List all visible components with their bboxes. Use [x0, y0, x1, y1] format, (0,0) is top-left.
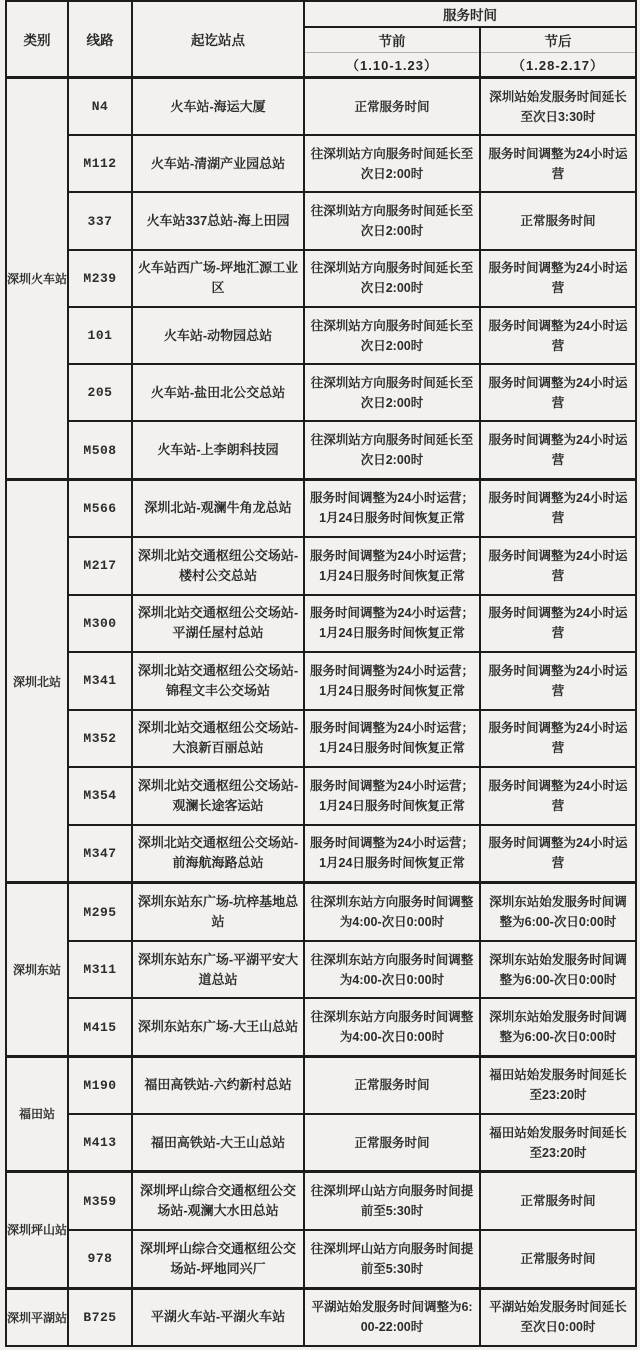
- route-cell: M359: [68, 1172, 132, 1230]
- stations-cell: 火车站-清湖产业园总站: [132, 135, 304, 192]
- route-cell: 978: [68, 1230, 132, 1288]
- header-pre-festival-dates: （1.10-1.23）: [304, 53, 480, 78]
- pre-festival-cell: 往深圳坪山站方向服务时间提前至5:30时: [304, 1172, 480, 1230]
- route-cell: M239: [68, 250, 132, 308]
- route-cell: M300: [68, 595, 132, 653]
- pre-festival-cell: 往深圳站方向服务时间延长至次日2:00时: [304, 307, 480, 364]
- route-cell: M295: [68, 883, 132, 941]
- table-row: [6, 767, 636, 825]
- route-cell: M352: [68, 710, 132, 768]
- stations-cell: 火车站337总站-海上田园: [132, 192, 304, 249]
- route-cell: B725: [68, 1288, 132, 1346]
- header-stations: 起讫站点: [132, 1, 304, 78]
- table-row: [6, 250, 636, 308]
- stations-cell: 深圳北站交通枢纽公交场站-锦程文丰公交场站: [132, 652, 304, 710]
- header-post-festival: 节后: [480, 27, 636, 53]
- table-row: [6, 479, 636, 537]
- pre-festival-cell: 服务时间调整为24小时运营；1月24日服务时间恢复正常: [304, 537, 480, 595]
- pre-festival-cell: 正常服务时间: [304, 1114, 480, 1172]
- table-row: [6, 78, 636, 136]
- pre-festival-cell: 往深圳坪山站方向服务时间提前至5:30时: [304, 1230, 480, 1288]
- table-row: [6, 537, 636, 595]
- post-festival-cell: 正常服务时间: [480, 192, 636, 249]
- table-header: [6, 1, 636, 78]
- table-row: [6, 1288, 636, 1346]
- post-festival-cell: 服务时间调整为24小时运营: [480, 364, 636, 421]
- table-row: [6, 825, 636, 883]
- stations-cell: 福田高铁站-六约新村总站: [132, 1056, 304, 1114]
- post-festival-cell: 服务时间调整为24小时运营: [480, 825, 636, 883]
- post-festival-cell: 正常服务时间: [480, 1230, 636, 1288]
- post-festival-cell: 深圳东站始发服务时间调整为6:00-次日0:00时: [480, 998, 636, 1056]
- category-cell: 深圳平湖站: [6, 1288, 68, 1346]
- pre-festival-cell: 往深圳东站方向服务时间调整为4:00-次日0:00时: [304, 941, 480, 999]
- route-cell: M112: [68, 135, 132, 192]
- route-cell: M190: [68, 1056, 132, 1114]
- route-cell: 337: [68, 192, 132, 249]
- bus-service-table-wrap: [5, 0, 635, 1348]
- table-row: [6, 135, 636, 192]
- post-festival-cell: 正常服务时间: [480, 1172, 636, 1230]
- post-festival-cell: 服务时间调整为24小时运营: [480, 595, 636, 653]
- header-service-time: 服务时间: [304, 1, 636, 27]
- category-cell: 深圳北站: [6, 479, 68, 883]
- stations-cell: 深圳北站-观澜牛角龙总站: [132, 479, 304, 537]
- stations-cell: 火车站-动物园总站: [132, 307, 304, 364]
- stations-cell: 深圳北站交通枢纽公交场站-楼村公交总站: [132, 537, 304, 595]
- category-cell: 深圳坪山站: [6, 1172, 68, 1288]
- stations-cell: 深圳坪山综合交通枢纽公交场站-观澜大水田总站: [132, 1172, 304, 1230]
- stations-cell: 平湖火车站-平湖火车站: [132, 1288, 304, 1346]
- table-row: [6, 421, 636, 479]
- table-row: [6, 883, 636, 941]
- stations-cell: 深圳东站东广场-平湖平安大道总站: [132, 941, 304, 999]
- pre-festival-cell: 服务时间调整为24小时运营；1月24日服务时间恢复正常: [304, 479, 480, 537]
- post-festival-cell: 服务时间调整为24小时运营: [480, 479, 636, 537]
- stations-cell: 火车站西广场-坪地汇源工业区: [132, 250, 304, 308]
- header-pre-festival: 节前: [304, 27, 480, 53]
- pre-festival-cell: 正常服务时间: [304, 78, 480, 136]
- table-row: [6, 998, 636, 1056]
- pre-festival-cell: 往深圳站方向服务时间延长至次日2:00时: [304, 250, 480, 308]
- category-cell: 深圳东站: [6, 883, 68, 1056]
- header-route: 线路: [68, 1, 132, 78]
- pre-festival-cell: 往深圳站方向服务时间延长至次日2:00时: [304, 135, 480, 192]
- category-cell: 福田站: [6, 1056, 68, 1172]
- pre-festival-cell: 往深圳站方向服务时间延长至次日2:00时: [304, 192, 480, 249]
- route-cell: M415: [68, 998, 132, 1056]
- table-row: [6, 1172, 636, 1230]
- post-festival-cell: 深圳东站始发服务时间调整为6:00-次日0:00时: [480, 941, 636, 999]
- stations-cell: 深圳东站东广场-大王山总站: [132, 998, 304, 1056]
- post-festival-cell: 深圳站始发服务时间延长至次日3:30时: [480, 78, 636, 136]
- category-cell: 深圳火车站: [6, 78, 68, 480]
- bus-service-table: [5, 0, 637, 1347]
- pre-festival-cell: 往深圳站方向服务时间延长至次日2:00时: [304, 421, 480, 479]
- route-cell: M347: [68, 825, 132, 883]
- route-cell: M566: [68, 479, 132, 537]
- post-festival-cell: 深圳东站始发服务时间调整为6:00-次日0:00时: [480, 883, 636, 941]
- header-category: 类别: [6, 1, 68, 78]
- post-festival-cell: 服务时间调整为24小时运营: [480, 710, 636, 768]
- pre-festival-cell: 服务时间调整为24小时运营；1月24日服务时间恢复正常: [304, 595, 480, 653]
- route-cell: M354: [68, 767, 132, 825]
- pre-festival-cell: 服务时间调整为24小时运营；1月24日服务时间恢复正常: [304, 652, 480, 710]
- pre-festival-cell: 往深圳东站方向服务时间调整为4:00-次日0:00时: [304, 998, 480, 1056]
- stations-cell: 火车站-盐田北公交总站: [132, 364, 304, 421]
- stations-cell: 深圳北站交通枢纽公交场站-大浪新百丽总站: [132, 710, 304, 768]
- table-row: [6, 364, 636, 421]
- route-cell: 205: [68, 364, 132, 421]
- stations-cell: 深圳北站交通枢纽公交场站-观澜长途客运站: [132, 767, 304, 825]
- pre-festival-cell: 服务时间调整为24小时运营；1月24日服务时间恢复正常: [304, 710, 480, 768]
- pre-festival-cell: 正常服务时间: [304, 1056, 480, 1114]
- post-festival-cell: 服务时间调整为24小时运营: [480, 652, 636, 710]
- post-festival-cell: 福田站始发服务时间延长至23:20时: [480, 1114, 636, 1172]
- table-row: [6, 1230, 636, 1288]
- table-row: [6, 307, 636, 364]
- pre-festival-cell: 平湖站始发服务时间调整为6:00-22:00时: [304, 1288, 480, 1346]
- route-cell: M413: [68, 1114, 132, 1172]
- table-row: [6, 710, 636, 768]
- table-body: [6, 78, 636, 1347]
- post-festival-cell: 服务时间调整为24小时运营: [480, 307, 636, 364]
- stations-cell: 深圳坪山综合交通枢纽公交场站-坪地同兴厂: [132, 1230, 304, 1288]
- route-cell: N4: [68, 78, 132, 136]
- stations-cell: 福田高铁站-大王山总站: [132, 1114, 304, 1172]
- post-festival-cell: 平湖站始发服务时间延长至次日0:00时: [480, 1288, 636, 1346]
- table-row: [6, 1114, 636, 1172]
- post-festival-cell: 服务时间调整为24小时运营: [480, 250, 636, 308]
- pre-festival-cell: 服务时间调整为24小时运营；1月24日服务时间恢复正常: [304, 825, 480, 883]
- route-cell: M217: [68, 537, 132, 595]
- table-row: [6, 941, 636, 999]
- stations-cell: 火车站-上李朗科技园: [132, 421, 304, 479]
- stations-cell: 深圳北站交通枢纽公交场站-前海航海路总站: [132, 825, 304, 883]
- header-post-festival-dates: （1.28-2.17）: [480, 53, 636, 78]
- post-festival-cell: 福田站始发服务时间延长至23:20时: [480, 1056, 636, 1114]
- post-festival-cell: 服务时间调整为24小时运营: [480, 421, 636, 479]
- post-festival-cell: 服务时间调整为24小时运营: [480, 767, 636, 825]
- pre-festival-cell: 往深圳东站方向服务时间调整为4:00-次日0:00时: [304, 883, 480, 941]
- route-cell: 101: [68, 307, 132, 364]
- table-row: [6, 192, 636, 249]
- stations-cell: 火车站-海运大厦: [132, 78, 304, 136]
- post-festival-cell: 服务时间调整为24小时运营: [480, 537, 636, 595]
- post-festival-cell: 服务时间调整为24小时运营: [480, 135, 636, 192]
- pre-festival-cell: 服务时间调整为24小时运营；1月24日服务时间恢复正常: [304, 767, 480, 825]
- route-cell: M311: [68, 941, 132, 999]
- route-cell: M508: [68, 421, 132, 479]
- table-row: [6, 1056, 636, 1114]
- table-row: [6, 595, 636, 653]
- route-cell: M341: [68, 652, 132, 710]
- table-row: [6, 652, 636, 710]
- stations-cell: 深圳东站东广场-坑梓基地总站: [132, 883, 304, 941]
- stations-cell: 深圳北站交通枢纽公交场站-平湖任屋村总站: [132, 595, 304, 653]
- pre-festival-cell: 往深圳站方向服务时间延长至次日2:00时: [304, 364, 480, 421]
